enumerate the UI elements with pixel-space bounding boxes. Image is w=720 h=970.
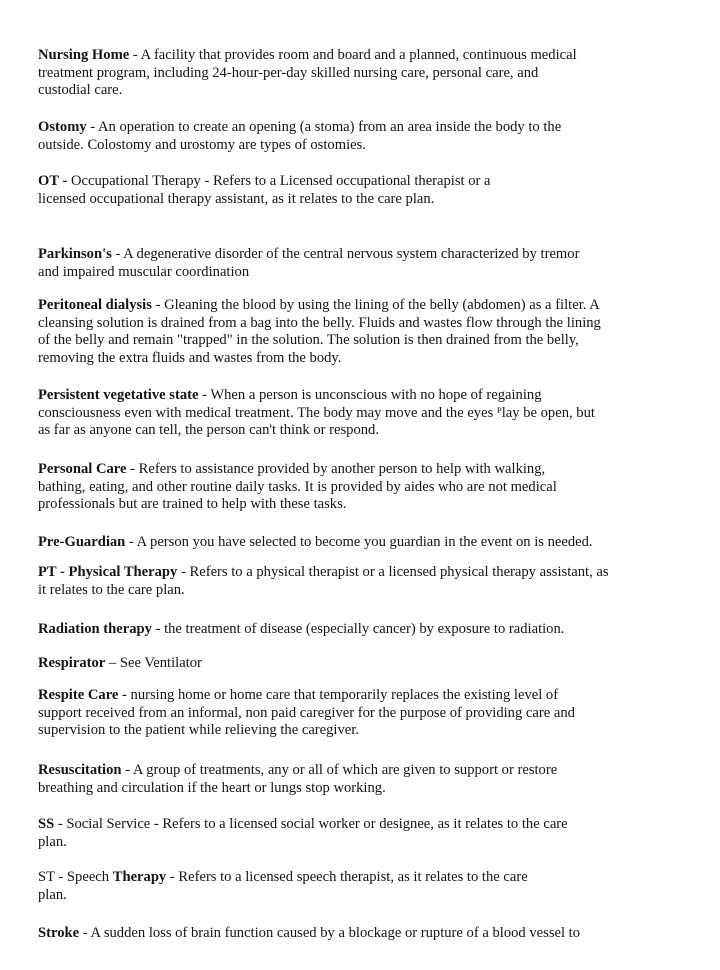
entry-definition-line: plan. (38, 886, 67, 903)
entry-definition-line: of the belly and remain "trapped" in the solution. The solution is then drained from the belly, (38, 332, 579, 349)
entry-term: Resuscitation (38, 762, 122, 778)
entry-text: – See Ventilator (105, 655, 202, 671)
entry-definition-line: custodial care. (38, 82, 123, 99)
entry-definition-line: as far as anyone can tell, the person can't think or respond. (38, 422, 380, 439)
entry-definition-line: licensed occupational therapy assistant, as it relates to the care plan. (38, 190, 435, 207)
entry-first-line (38, 534, 708, 552)
entry-term: Persistent vegetative state (38, 387, 199, 403)
entry-first-line (38, 655, 708, 673)
entry-definition-line: outside. Colostomy and urostomy are types of ostomies. (38, 136, 366, 153)
entry-text: - A facility that provides room and board and a planned, continuous medical (129, 47, 577, 63)
entry-first-line (38, 687, 708, 705)
entry-term: Respirator (38, 655, 106, 671)
entry-first-line (38, 925, 708, 943)
entry-first-line (38, 246, 708, 264)
entry-definition-line: treatment program, including 24-hour-per-day skilled nursing care, personal care, and (38, 64, 539, 81)
entry-text: - A degenerative disorder of the central nervous system characterized by tremor (111, 246, 580, 262)
entry-text: - Gleaning the blood by using the lining of the belly (abdomen) as a filter. A (151, 297, 600, 313)
entry-first-line (38, 119, 708, 137)
entry-definition-line: and impaired muscular coordination (38, 263, 250, 280)
glossary-entry (38, 762, 708, 797)
entry-term: Peritoneal dialysis (38, 297, 152, 313)
entry-text: - Refers to a physical therapist or a licensed physical therapy assistant, as (177, 564, 609, 580)
entry-term: Pre-Guardian (38, 534, 126, 550)
entry-first-line (38, 297, 708, 315)
entry-text: - Social Service - Refers to a licensed social worker or designee, as it relates to the care (54, 816, 568, 832)
entry-text: - A person you have selected to become you guardian in the event on is needed. (125, 534, 593, 550)
entry-text: - Refers to a licensed speech therapist, as it relates to the care (166, 869, 528, 885)
entry-definition-line: cleansing solution is drained from a bag into the belly. Fluids and wastes flow through the lining (38, 314, 601, 331)
entry-first-line (38, 564, 708, 582)
entry-term: SS (38, 816, 55, 832)
glossary-entry (38, 387, 708, 440)
entry-first-line (38, 816, 708, 834)
entry-first-line (38, 461, 708, 479)
glossary-entry (38, 564, 708, 599)
entry-definition-line: bathing, eating, and other routine daily tasks. It is provided by aides who are not medical (38, 478, 557, 495)
glossary-entry (38, 461, 708, 514)
entry-definition-line: consciousness even with medical treatment. The body may move and the eyes ᴾlay be open, but (38, 404, 595, 421)
entry-text: - When a person is unconscious with no hope of regaining (198, 387, 542, 403)
entry-text: - A sudden loss of brain function caused by a blockage or rupture of a blood vessel to (79, 925, 581, 941)
entry-text: Occupational Therapy - Refers to a Licensed occupational therapist or a (67, 173, 491, 189)
entry-text: - the treatment of disease (especially cancer) by exposure to radiation. (151, 621, 565, 637)
entry-term: Nursing Home (38, 47, 130, 63)
entry-first-line (38, 621, 708, 639)
glossary-entry (38, 47, 708, 100)
entry-text: ST - Speech (38, 869, 113, 885)
entry-term: Ostomy (38, 119, 87, 135)
entry-definition-line: removing the extra fluids and wastes from the body. (38, 349, 342, 366)
glossary-entry (38, 119, 708, 154)
entry-first-line (38, 869, 708, 887)
glossary-entry (38, 816, 708, 851)
entry-term: Parkinson's (38, 246, 112, 262)
glossary-entry (38, 534, 708, 552)
glossary-entry (38, 869, 708, 904)
glossary-entry (38, 246, 708, 281)
entry-definition-line: support received from an informal, non paid caregiver for the purpose of providing care and (38, 704, 575, 721)
entry-text: - nursing home or home care that temporarily replaces the existing level of (118, 687, 559, 703)
entry-term: Respite Care (38, 687, 119, 703)
glossary-entry (38, 925, 708, 943)
entry-text: - Refers to assistance provided by another person to help with walking, (126, 461, 546, 477)
entry-term: Radiation therapy (38, 621, 152, 637)
entry-term: PT - Physical Therapy (38, 564, 178, 580)
entry-first-line (38, 173, 708, 191)
entry-definition-line: breathing and circulation if the heart or lungs stop working. (38, 779, 386, 796)
entry-term: OT - (38, 173, 68, 189)
entry-term: Personal Care (38, 461, 127, 477)
entry-term: Stroke (38, 925, 80, 941)
glossary-entry (38, 297, 708, 367)
entry-text: - An operation to create an opening (a stoma) from an area inside the body to the (86, 119, 562, 135)
glossary-entry (38, 655, 708, 673)
entry-definition-line: supervision to the patient while relieving the caregiver. (38, 722, 359, 739)
entry-definition-line: professionals but are trained to help with these tasks. (38, 496, 347, 513)
entry-first-line (38, 47, 708, 65)
glossary-entry (38, 687, 708, 740)
entry-definition-line: it relates to the care plan. (38, 581, 185, 598)
entry-text: - A group of treatments, any or all of which are given to support or restore (121, 762, 558, 778)
entry-first-line (38, 387, 708, 405)
entry-term: Therapy (112, 869, 167, 885)
entry-definition-line: plan. (38, 833, 67, 850)
entry-first-line (38, 762, 708, 780)
glossary-entry (38, 621, 708, 639)
glossary-entry (38, 173, 708, 208)
